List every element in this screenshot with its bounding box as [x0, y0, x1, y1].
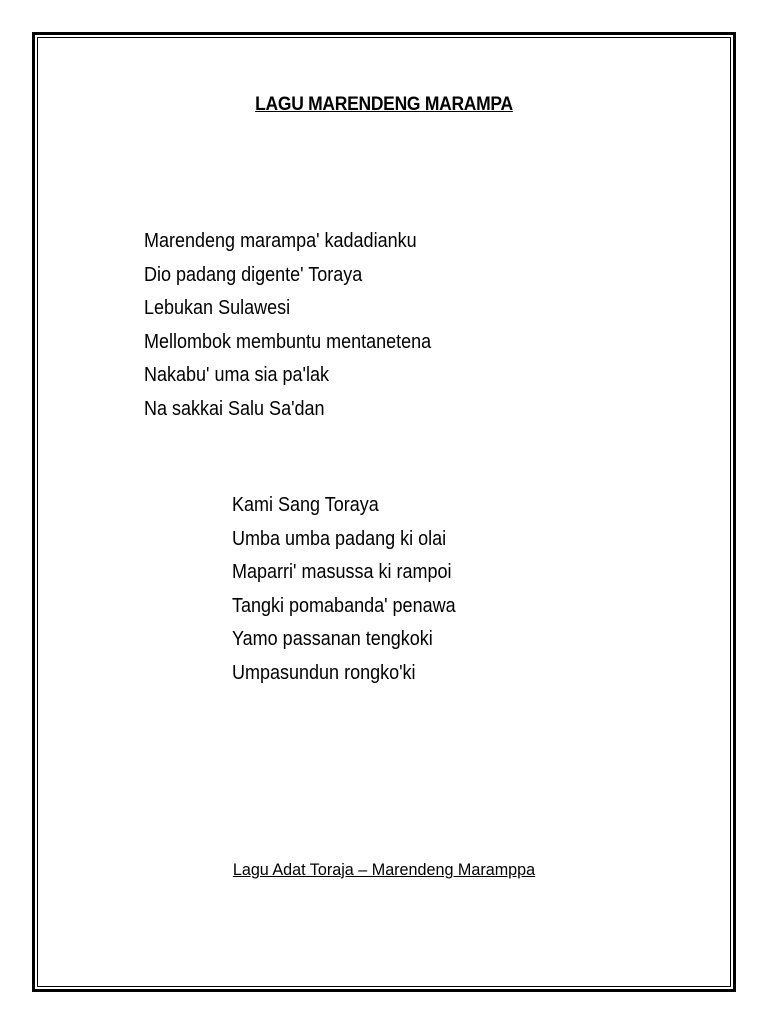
- verse-1: [144, 225, 431, 427]
- verse-line: Mellombok membuntu mentanetena: [144, 330, 432, 353]
- verse-2: [232, 489, 456, 691]
- verse-line: Marendeng marampa' kadadianku: [144, 230, 417, 252]
- verse-line: Yamo passanan tengkoki: [232, 628, 433, 651]
- footer-caption: Lagu Adat Toraja – Marendeng Maramppa: [232, 860, 536, 879]
- verse-line: Tangki pomabanda' penawa: [232, 594, 456, 617]
- verse-line: Nakabu' uma sia pa'lak: [144, 364, 329, 387]
- verse-line: Dio padang digente' Toraya: [144, 263, 363, 286]
- verse-line: Umba umba padang ki olai: [232, 527, 447, 550]
- verse-line: Umpasundun rongko'ki: [232, 661, 416, 684]
- verse-line: Na sakkai Salu Sa'dan: [144, 397, 325, 420]
- verse-line: Maparri' masussa ki rampoi: [232, 561, 452, 584]
- verse-line: Kami Sang Toraya: [232, 494, 379, 516]
- song-title: LAGU MARENDENG MARAMPA: [255, 94, 513, 115]
- verse-line: Lebukan Sulawesi: [144, 297, 291, 320]
